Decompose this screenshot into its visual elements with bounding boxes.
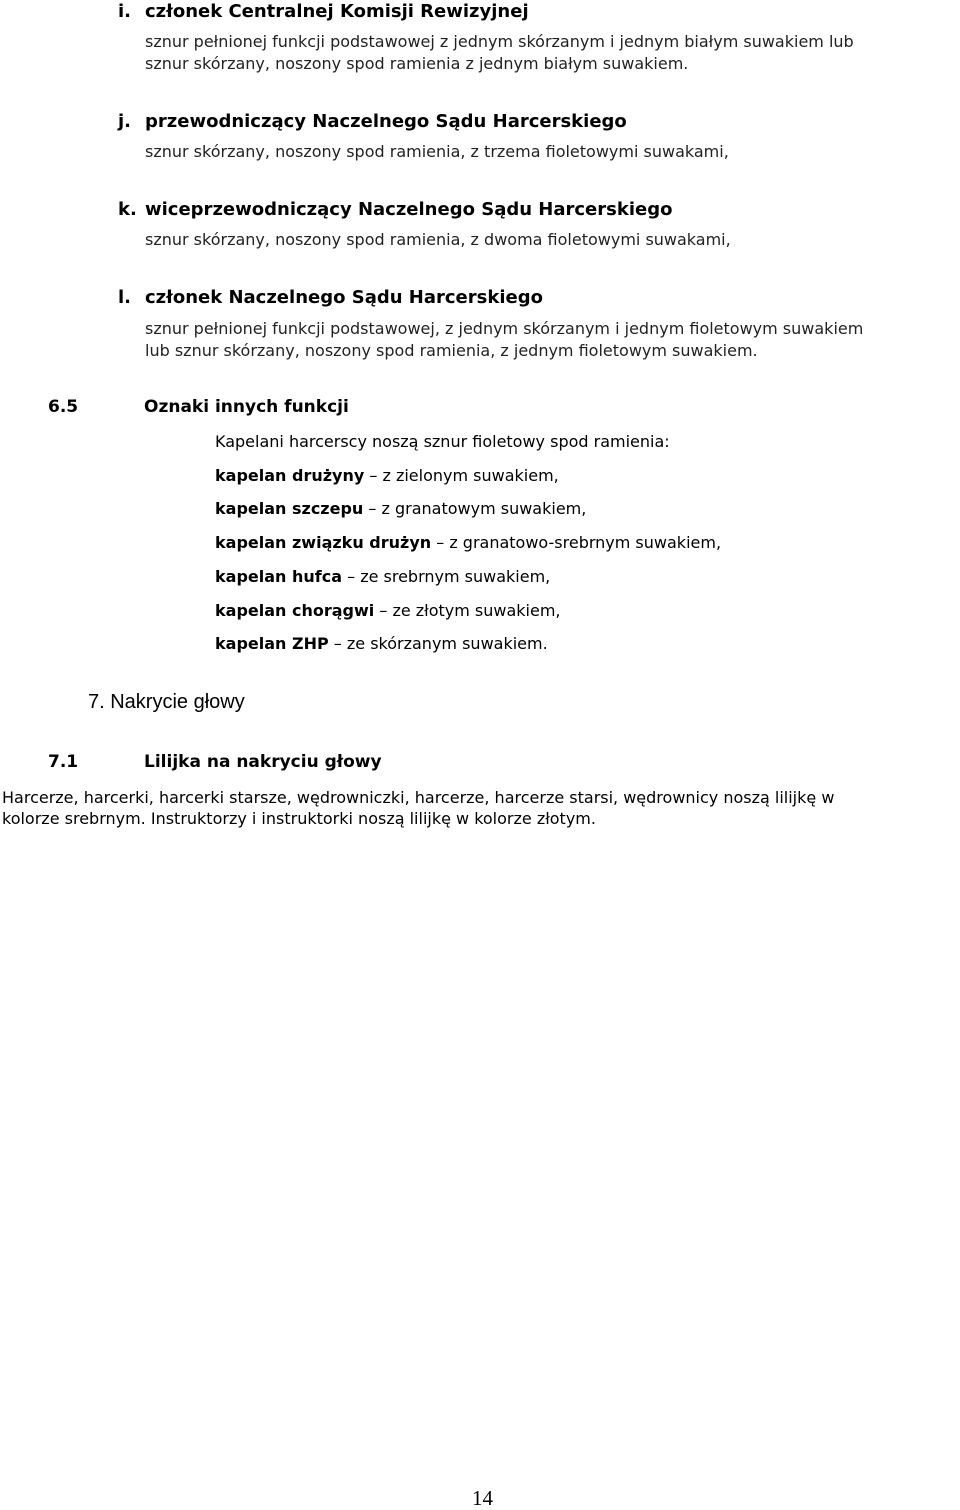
kapelan-row-zwiazku-druzyn: [215, 532, 721, 554]
kapelan-desc: – ze srebrnym suwakiem,: [342, 567, 551, 586]
list-item-i-line-1: sznur pełnionej funkcji podstawowej z jednym skórzanym i jednym białym suwakiem lub: [145, 32, 854, 51]
list-item-k-line-1: sznur skórzany, noszony spod ramienia, z dwoma fioletowymi suwakami,: [145, 230, 731, 249]
kapelan-term: kapelan chorągwi: [215, 601, 375, 620]
kapelan-desc: – z granatowym suwakiem,: [363, 499, 587, 518]
list-item-j-line-1: sznur skórzany, noszony spod ramienia, z trzema fioletowymi suwakami,: [145, 142, 729, 161]
section-7-1-number: 7.1: [48, 752, 79, 772]
kapelan-desc: – z granatowo-srebrnym suwakiem,: [431, 533, 722, 552]
list-item-j-letter: j.: [118, 111, 132, 132]
list-item-i-title: członek Centralnej Komisji Rewizyjnej: [145, 1, 529, 22]
section-7-1-title: Lilijka na nakryciu głowy: [144, 752, 382, 772]
list-item-l-line-2: lub sznur skórzany, noszony spod ramienia, z jednym fioletowym suwakiem.: [145, 341, 758, 360]
list-item-k-title: wiceprzewodniczący Naczelnego Sądu Harcerskiego: [145, 199, 673, 220]
kapelan-row-szczepu: [215, 498, 586, 520]
kapelan-term: kapelan związku drużyn: [215, 533, 432, 552]
list-item-l-letter: l.: [118, 287, 132, 308]
kapelan-term: kapelan hufca: [215, 567, 343, 586]
kapelan-term: kapelan ZHP: [215, 634, 329, 653]
list-item-l-line-1: sznur pełnionej funkcji podstawowej, z jednym skórzanym i jednym fioletowym suwakiem: [145, 319, 864, 338]
list-item-j-title: przewodniczący Naczelnego Sądu Harcerskiego: [145, 111, 627, 132]
kapelan-desc: – ze skórzanym suwakiem.: [328, 634, 548, 653]
kapelan-row-choragwi: [215, 600, 561, 622]
section-6-5-number: 6.5: [48, 397, 79, 417]
list-item-i-line-2: sznur skórzany, noszony spod ramienia z jednym białym suwakiem.: [145, 54, 689, 73]
page-number: 14: [472, 1486, 493, 1510]
section-6-5-intro: Kapelani harcerscy noszą sznur fioletowy spod ramienia:: [215, 432, 670, 451]
section-7-1-line-2: kolorze srebrnym. Instruktorzy i instruktorki noszą lilijkę w kolorze złotym.: [2, 809, 596, 828]
list-item-i-letter: i.: [118, 1, 132, 22]
list-item-k-letter: k.: [118, 199, 137, 220]
chapter-7-heading: 7. Nakrycie głowy: [88, 691, 245, 713]
section-7-1-line-1: Harcerze, harcerki, harcerki starsze, wędrowniczki, harcerze, harcerze starsi, wędrownicy noszą lilijkę w: [2, 788, 835, 807]
kapelan-term: kapelan drużyny: [215, 466, 365, 485]
section-6-5-title: Oznaki innych funkcji: [144, 397, 349, 417]
kapelan-row-druzyny: [215, 465, 559, 487]
kapelan-desc: – z zielonym suwakiem,: [364, 466, 559, 485]
kapelan-term: kapelan szczepu: [215, 499, 364, 518]
kapelan-row-zhp: [215, 633, 548, 655]
list-item-l-title: członek Naczelnego Sądu Harcerskiego: [145, 287, 543, 308]
kapelan-desc: – ze złotym suwakiem,: [374, 601, 561, 620]
kapelan-row-hufca: [215, 566, 550, 588]
